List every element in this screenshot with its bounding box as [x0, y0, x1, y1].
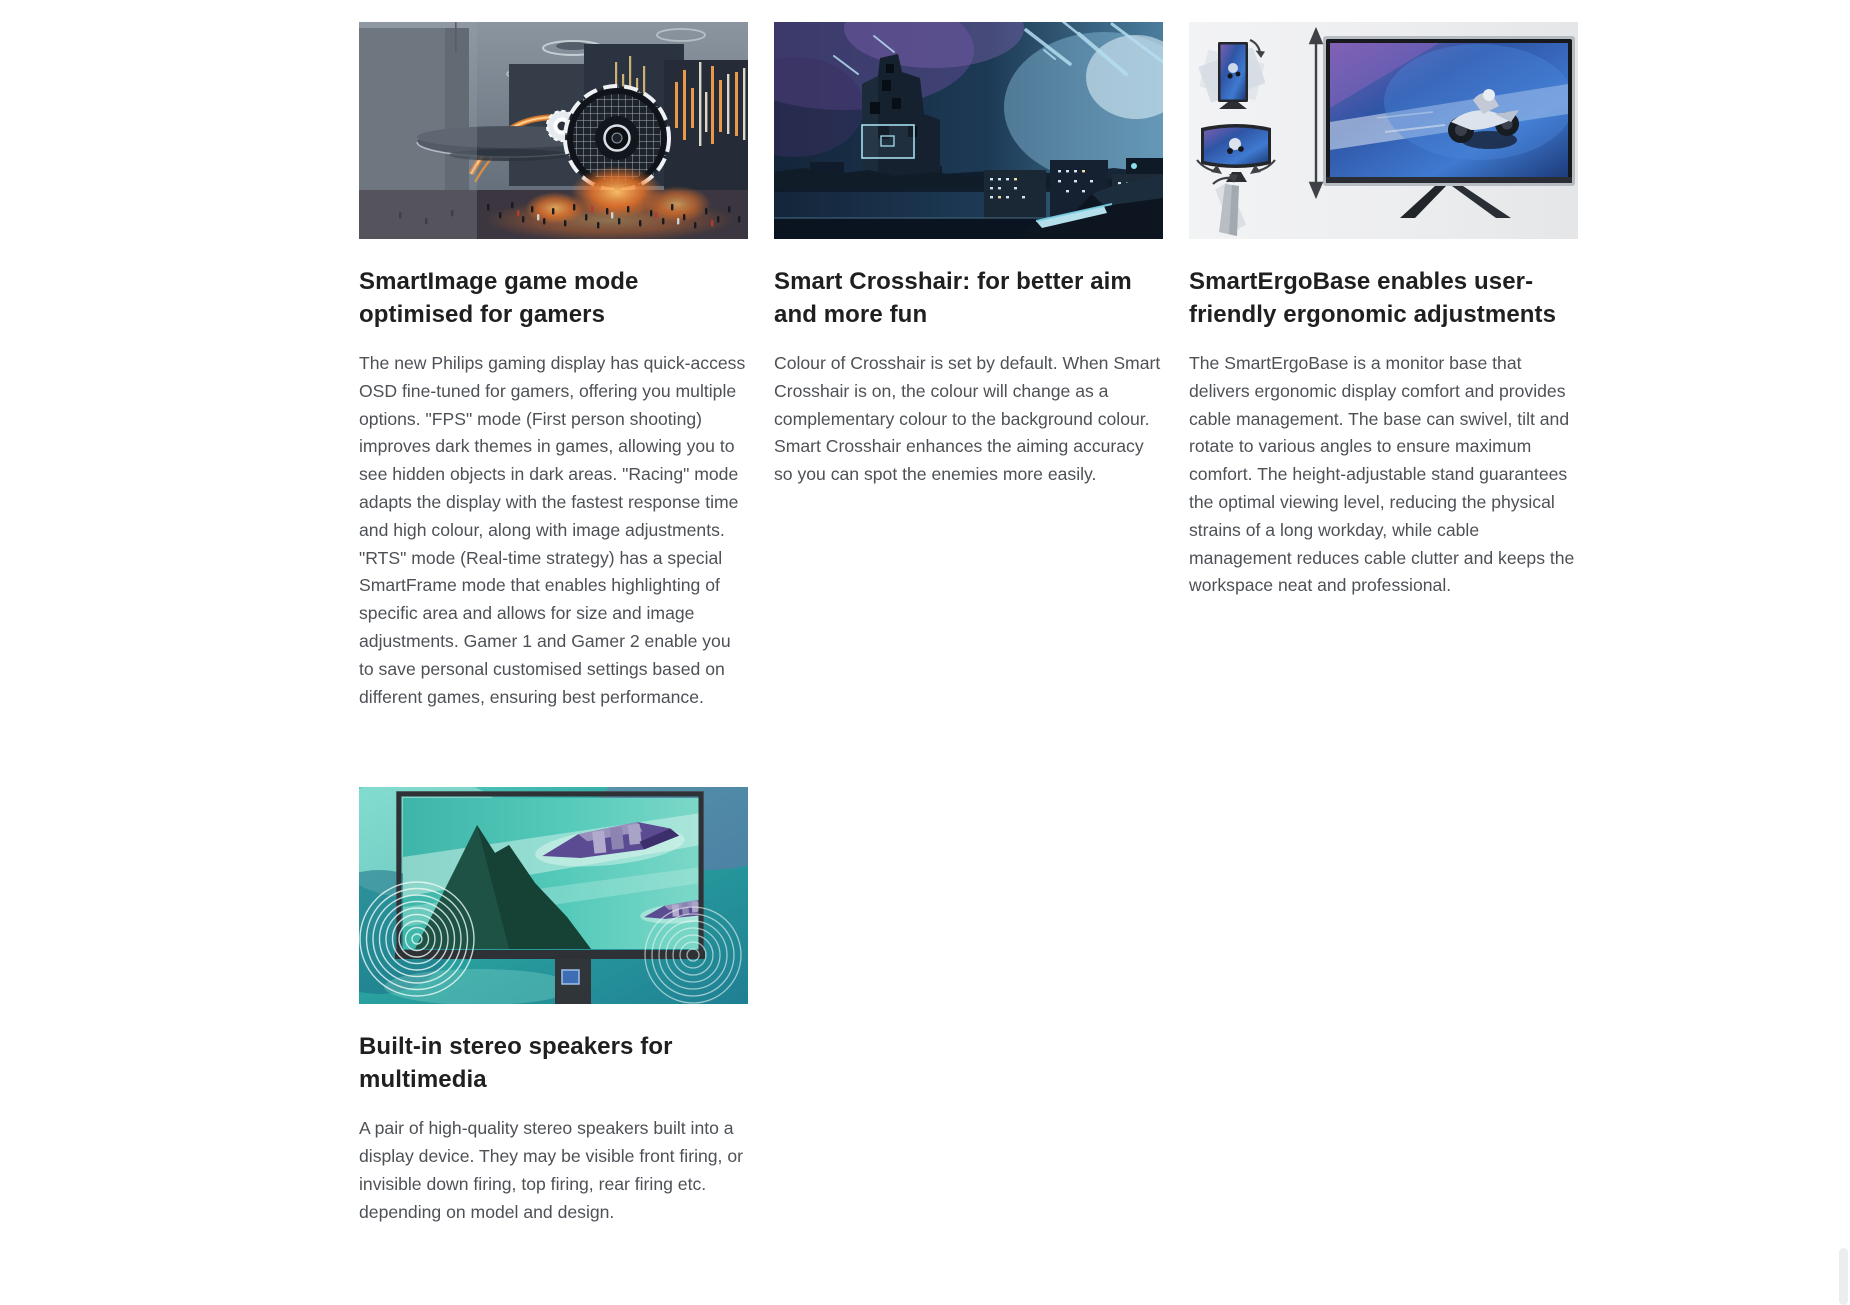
smart-crosshair-image	[774, 22, 1163, 239]
scrollbar-thumb[interactable]	[1839, 1248, 1848, 1305]
smartergobase-image	[1189, 22, 1578, 239]
built-in-speakers-illustration	[359, 787, 748, 1004]
feature-title: SmartImage game mode optimised for gamers	[359, 268, 639, 328]
feature-description: Colour of Crosshair is set by default. When Smart Crosshair is on, the colour will change as a complementary colour to the background colour. Smart Crosshair enhances the aiming accuracy so you can spot the enemies more easily.	[774, 353, 1161, 485]
feature-title: SmartErgoBase enables user-friendly ergonomic adjustments	[1189, 268, 1557, 328]
feature-description: A pair of high-quality stereo speakers built into a display device. They may be visible front firing, or invisible down firing, top firing, rear firing etc. depending on model and design.	[359, 1118, 743, 1222]
feature-title: Smart Crosshair: for better aim and more fun	[774, 268, 1132, 328]
smartimage-game-scene-image	[359, 22, 748, 239]
feature-title: Built-in stereo speakers for multimedia	[359, 1033, 673, 1094]
feature-card-smartergobase	[1189, 22, 1578, 600]
features-grid	[359, 22, 1578, 1227]
smartergobase-illustration	[1189, 22, 1578, 239]
smartimage-game-scene-illustration	[359, 22, 748, 239]
feature-description: The SmartErgoBase is a monitor base that delivers ergonomic display comfort and provides cable management. The base can swivel, tilt and rotate to various angles to ensure maximum comfort. The height-adjustable stand guarantees the optimal viewing level, reducing the physical strains of a long workday, while cable management reduces cable clutter and keeps the workspace neat and professional.	[1189, 353, 1575, 596]
feature-card-smartimage	[359, 22, 748, 711]
feature-card-smart-crosshair	[774, 22, 1163, 489]
smart-crosshair-fps-illustration	[774, 22, 1163, 239]
feature-card-speakers	[359, 787, 748, 1226]
feature-description: The new Philips gaming display has quick-access OSD fine-tuned for gamers, offering you multiple options. "FPS" mode (First person shooting) improves dark themes in games, allowing you to see hidden objects in dark areas. "Racing" mode adapts the display with the fastest response time and high colour, along with image adjustments. "RTS" mode (Real-time strategy) has a special SmartFrame mode that enables highlighting of specific area and allows for size and image adjustments. Gamer 1 and Gamer 2 enable you to save personal customised settings based on different games, ensuring best performance.	[359, 353, 746, 707]
built-in-speakers-image	[359, 787, 748, 1004]
